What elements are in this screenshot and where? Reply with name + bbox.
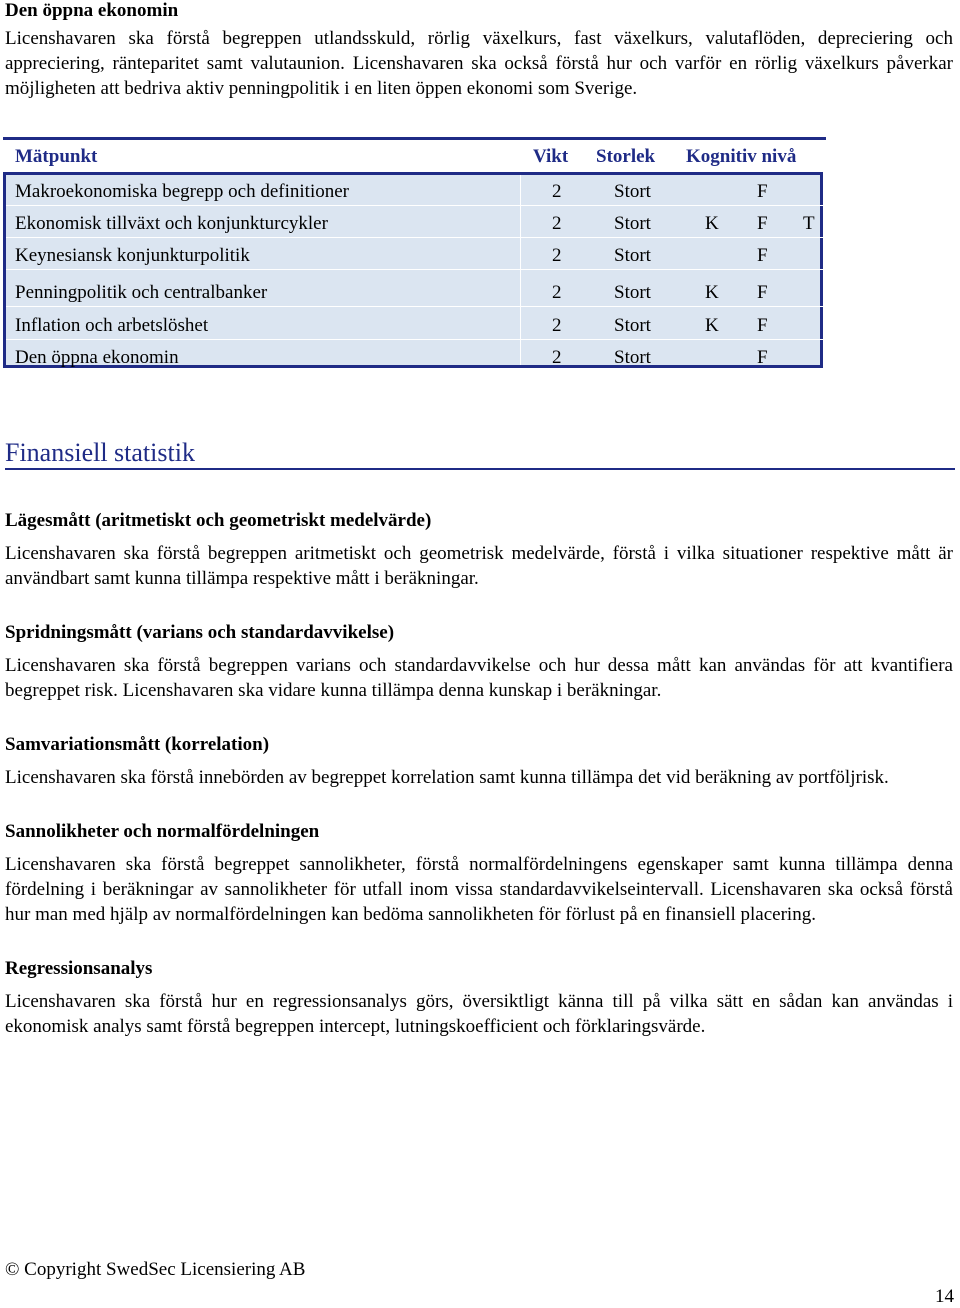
- row-storlek: Stort: [614, 245, 651, 266]
- row-storlek: Stort: [614, 181, 651, 202]
- table-row: [6, 276, 826, 307]
- section-heading-open-economy: Den öppna ekonomin: [5, 0, 179, 21]
- topic-text: Licenshavaren ska förstå hur en regressionsanalys görs, översiktligt känna till på vilka sätt en sådan kan användas i ekonomisk analys samt förstå begreppen intercept, lutningskoefficient och förklaringsvärde.: [5, 991, 953, 1037]
- topic-block: [5, 957, 953, 1039]
- row-storlek: Stort: [614, 282, 651, 303]
- topic-text: Licenshavaren ska förstå begreppen varians och standardavvikelse och hur dessa mått kan användas för att kvantifiera begreppet risk. Licenshavaren ska vidare kunna tillämpa denna kunskap i beräkningar.: [5, 655, 953, 701]
- intro-paragraph: Licenshavaren ska förstå begreppen utlandsskuld, rörlig växelkurs, fast växelkurs, valutaflöden, depreciering och appreciering, ränteparitet samt valutaunion. Licenshavaren ska också förstå hur och varför en rörlig växelkurs påverkar möjligheten att bedriva aktiv penningpolitik i en liten öppen ekonomi som Sverige.: [5, 28, 953, 99]
- row-level-f: F: [757, 282, 768, 303]
- topic-block: [5, 621, 953, 703]
- topic-text: Licenshavaren ska förstå begreppen aritmetiskt och geometrisk medelvärde, förstå i vilka situationer respektive mått är användbart samt kunna tillämpa respektive mått i beräkningar.: [5, 543, 953, 589]
- table-row: [6, 309, 826, 340]
- row-name: Inflation och arbetslöshet: [15, 315, 209, 336]
- statistics-topics: [5, 509, 953, 1039]
- row-level-k: K: [705, 282, 719, 303]
- topic-heading: Samvariationsmått (korrelation): [5, 734, 270, 755]
- topic-text: Licenshavaren ska förstå innebörden av begreppet korrelation samt kunna tillämpa det vid beräkning av portföljrisk.: [5, 767, 889, 788]
- row-name: Penningpolitik och centralbanker: [15, 282, 268, 303]
- table-header: [3, 140, 829, 172]
- row-level-f: F: [757, 347, 768, 368]
- row-level-k: K: [705, 213, 719, 234]
- row-level-f: F: [757, 315, 768, 336]
- row-vikt: 2: [552, 282, 562, 303]
- header-storlek: Storlek: [596, 146, 656, 167]
- page-number: 14: [935, 1286, 954, 1307]
- topic-block: [5, 733, 953, 790]
- row-level-f: F: [757, 213, 768, 234]
- topic-heading: Sannolikheter och normalfördelningen: [5, 821, 320, 842]
- topic-text: Licenshavaren ska förstå begreppet sannolikheter, förstå normalfördelningens egenskaper samt kunna tillämpa denna fördelning i beräkningar av sannolikheter för utfall inom vissa standardavvikelseintervall. Licenshavaren ska också förstå hur man med hjälp av normalfördelningen kan bedöma sannolikheten för förlust på en finansiell placering.: [5, 854, 953, 925]
- topic-heading: Spridningsmått (varians och standardavvikelse): [5, 622, 395, 643]
- row-vikt: 2: [552, 245, 562, 266]
- row-storlek: Stort: [614, 347, 651, 368]
- row-name: Keynesiansk konjunkturpolitik: [15, 245, 250, 266]
- topic-heading: Regressionsanalys: [5, 958, 153, 979]
- row-storlek: Stort: [614, 315, 651, 336]
- row-vikt: 2: [552, 315, 562, 336]
- table-row: [6, 341, 826, 371]
- row-name: Den öppna ekonomin: [15, 347, 179, 368]
- row-level-f: F: [757, 245, 768, 266]
- table-row: [6, 207, 826, 238]
- topic-block: [5, 820, 953, 927]
- row-level-t: T: [803, 213, 815, 234]
- row-level-k: K: [705, 315, 719, 336]
- section-divider: [5, 468, 955, 470]
- intro-section: [5, 0, 953, 101]
- row-vikt: 2: [552, 181, 562, 202]
- topic-block: [5, 509, 953, 591]
- row-level-f: F: [757, 181, 768, 202]
- footer-copyright: © Copyright SwedSec Licensiering AB: [5, 1259, 306, 1280]
- row-vikt: 2: [552, 213, 562, 234]
- row-storlek: Stort: [614, 213, 651, 234]
- header-kognitiv-niva: Kognitiv nivå: [686, 146, 797, 167]
- header-matpunkt: Mätpunkt: [15, 146, 98, 167]
- row-name: Ekonomisk tillväxt och konjunkturcykler: [15, 213, 328, 234]
- header-vikt: Vikt: [533, 146, 569, 167]
- section-title-financial-statistics: Finansiell statistik: [5, 438, 195, 467]
- row-name: Makroekonomiska begrepp och definitioner: [15, 181, 349, 202]
- row-vikt: 2: [552, 347, 562, 368]
- table-row: [6, 239, 826, 270]
- topic-heading: Lägesmått (aritmetiskt och geometriskt medelvärde): [5, 510, 432, 531]
- table-row: [6, 175, 826, 206]
- table-body: [3, 172, 823, 368]
